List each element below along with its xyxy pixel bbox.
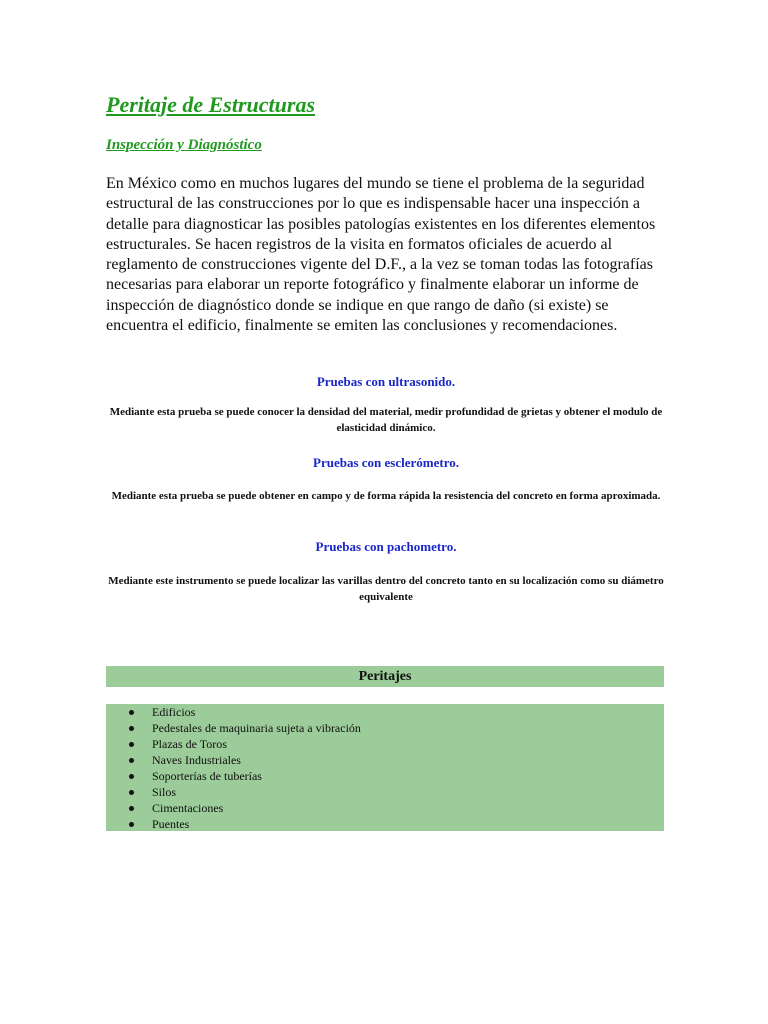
list-item	[106, 784, 361, 800]
bullet-icon	[129, 758, 134, 763]
intro-paragraph: En México como en muchos lugares del mundo se tiene el problema de la seguridad estructural de las construcciones por lo que es indispensable hacer una inspección a detalle para diagnosticar las posibles patologías existentes en los diferentes elementos estructurales. Se hacen registros de la visita en formatos oficiales de acuerdo al reglamento de construcciones vigente del D.F., a la vez se toman todas las fotografías necesarias para elaborar un reporte fotográfico y finalmente elaborar un informe de inspección de diagnóstico donde se indique en que rango de daño (si existe) se encuentra el edificio, finalmente se emiten las conclusiones y recomendaciones.	[106, 175, 656, 335]
list-item	[106, 736, 361, 752]
list-item	[106, 816, 361, 832]
list-item	[106, 752, 361, 768]
test-heading-ultrasonido: Pruebas con ultrasonido.	[316, 374, 456, 389]
bullet-icon	[129, 710, 134, 715]
test-description-ultrasonido: Mediante esta prueba se puede conocer la densidad del material, medir profundidad de grietas y obtener el modulo de elasticidad dinámico.	[109, 406, 663, 434]
list-item-label: Pedestales de maquinaria sujeta a vibración	[152, 721, 361, 735]
bullet-icon	[129, 726, 134, 731]
peritajes-list-box	[106, 704, 664, 831]
list-item-label: Cimentaciones	[152, 801, 224, 815]
list-item-label: Soporterías de tuberías	[152, 769, 262, 783]
test-heading-esclerometro: Pruebas con esclerómetro.	[313, 455, 459, 470]
list-item-label: Puentes	[152, 817, 190, 831]
test-description-esclerometro: Mediante esta prueba se puede obtener en campo y de forma rápida la resistencia del concreto en forma aproximada.	[111, 490, 661, 502]
list-item	[106, 704, 361, 720]
list-item-label: Silos	[152, 785, 177, 799]
bullet-icon	[129, 742, 134, 747]
bullet-icon	[129, 790, 134, 795]
peritajes-list	[106, 704, 361, 832]
bullet-icon	[129, 806, 134, 811]
list-item	[106, 800, 361, 816]
list-item-label: Edificios	[152, 705, 196, 719]
list-item	[106, 768, 361, 784]
bullet-icon	[129, 774, 134, 779]
page-title: Peritaje de Estructuras	[106, 92, 316, 117]
bullet-icon	[129, 822, 134, 827]
test-description-pachometro: Mediante este instrumento se puede localizar las varillas dentro del concreto tanto en su localización como su diámetro equivalente	[108, 575, 664, 603]
test-heading-pachometro: Pruebas con pachometro.	[315, 539, 457, 554]
list-item	[106, 720, 361, 736]
list-item-label: Naves Industriales	[152, 753, 241, 767]
peritajes-header: Peritajes	[106, 666, 664, 687]
list-item-label: Plazas de Toros	[152, 737, 227, 751]
page-subtitle: Inspección y Diagnóstico	[106, 137, 262, 153]
